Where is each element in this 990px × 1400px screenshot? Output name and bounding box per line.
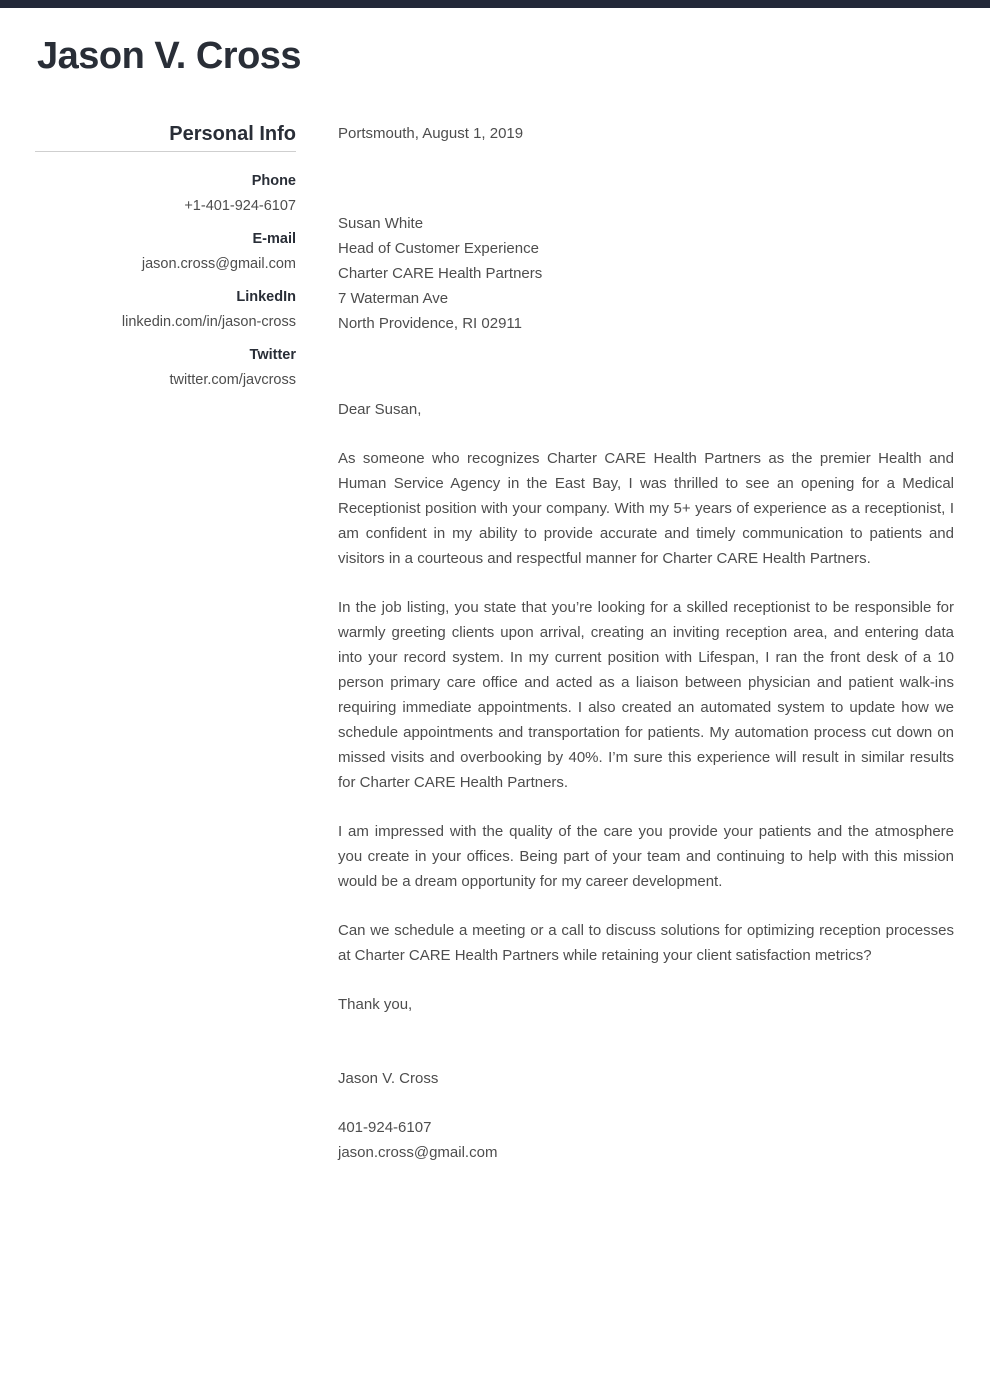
email-value: jason.cross@gmail.com	[141, 256, 296, 272]
page-top-accent-bar	[0, 0, 990, 8]
recipient-name: Susan White	[338, 215, 424, 232]
sidebar-item-email	[35, 227, 296, 277]
linkedin-value: linkedin.com/in/jason-cross	[121, 314, 296, 330]
sidebar-item-twitter	[35, 343, 296, 393]
recipient-street: 7 Waterman Ave	[338, 290, 449, 307]
signature-name: Jason V. Cross	[338, 1070, 439, 1087]
sidebar-divider	[35, 151, 296, 152]
recipient-title: Head of Customer Experience	[338, 240, 539, 257]
letter-body	[338, 121, 954, 1165]
document-header	[37, 36, 954, 76]
signature-email: jason.cross@gmail.com	[338, 1144, 498, 1161]
paragraph-1: As someone who recognizes Charter CARE Health Partners as the premier Health and Human Service Agency in the East Bay, I was thrilled to see an opening for a Medical Receptionist position with your company. With my 5+ years of experience as a receptionist, I am confident in my ability to provide accurate and timely communication to patients and visitors in a courteous and respectful manner for Charter CARE Health Partners.	[338, 450, 954, 567]
recipient-company: Charter CARE Health Partners	[338, 265, 543, 282]
signature-phone: 401-924-6107	[338, 1119, 432, 1136]
letter-date-line: Portsmouth, August 1, 2019	[338, 125, 524, 142]
sidebar-title: Personal Info	[169, 123, 296, 145]
recipient-block	[338, 211, 954, 336]
twitter-label: Twitter	[249, 347, 296, 363]
paragraph-4: Can we schedule a meeting or a call to discuss solutions for optimizing reception processes at Charter CARE Health Partners while retaining your client satisfaction metrics?	[338, 922, 954, 964]
phone-value: +1-401-924-6107	[184, 198, 296, 214]
linkedin-label: LinkedIn	[236, 289, 296, 305]
email-label: E-mail	[252, 231, 296, 247]
sidebar-list	[35, 169, 296, 393]
phone-label: Phone	[251, 173, 296, 189]
signature-contact-block	[338, 1115, 954, 1165]
closing-line: Thank you,	[338, 996, 413, 1013]
paragraph-2: In the job listing, you state that you’re looking for a skilled receptionist to be responsible for warmly greeting clients upon arrival, creating an inviting reception area, and entering data into your record system. In my current position with Lifespan, I ran the front desk of a 10 person primary care office and acted as a liaison between physician and patient walk-ins requiring immediate appointments. I also created an automated system to update how we schedule appointments and transportation for patients. My automation process cut down on missed visits and overbooking by 40%. I’m sure this experience will result in similar results for Charter CARE Health Partners.	[338, 599, 954, 791]
sidebar-item-linkedin	[35, 285, 296, 335]
sidebar-item-phone	[35, 169, 296, 219]
paragraph-3: I am impressed with the quality of the care you provide your patients and the atmosphere you create in your offices. Being part of your team and continuing to help with this mission would be a dream opportunity for my career development.	[338, 823, 954, 890]
twitter-value: twitter.com/javcross	[169, 372, 296, 388]
recipient-city: North Providence, RI 02911	[338, 315, 522, 332]
salutation: Dear Susan,	[338, 401, 422, 418]
candidate-name: Jason V. Cross	[37, 35, 302, 77]
content-columns	[0, 121, 990, 1165]
personal-info-sidebar	[35, 121, 296, 1165]
